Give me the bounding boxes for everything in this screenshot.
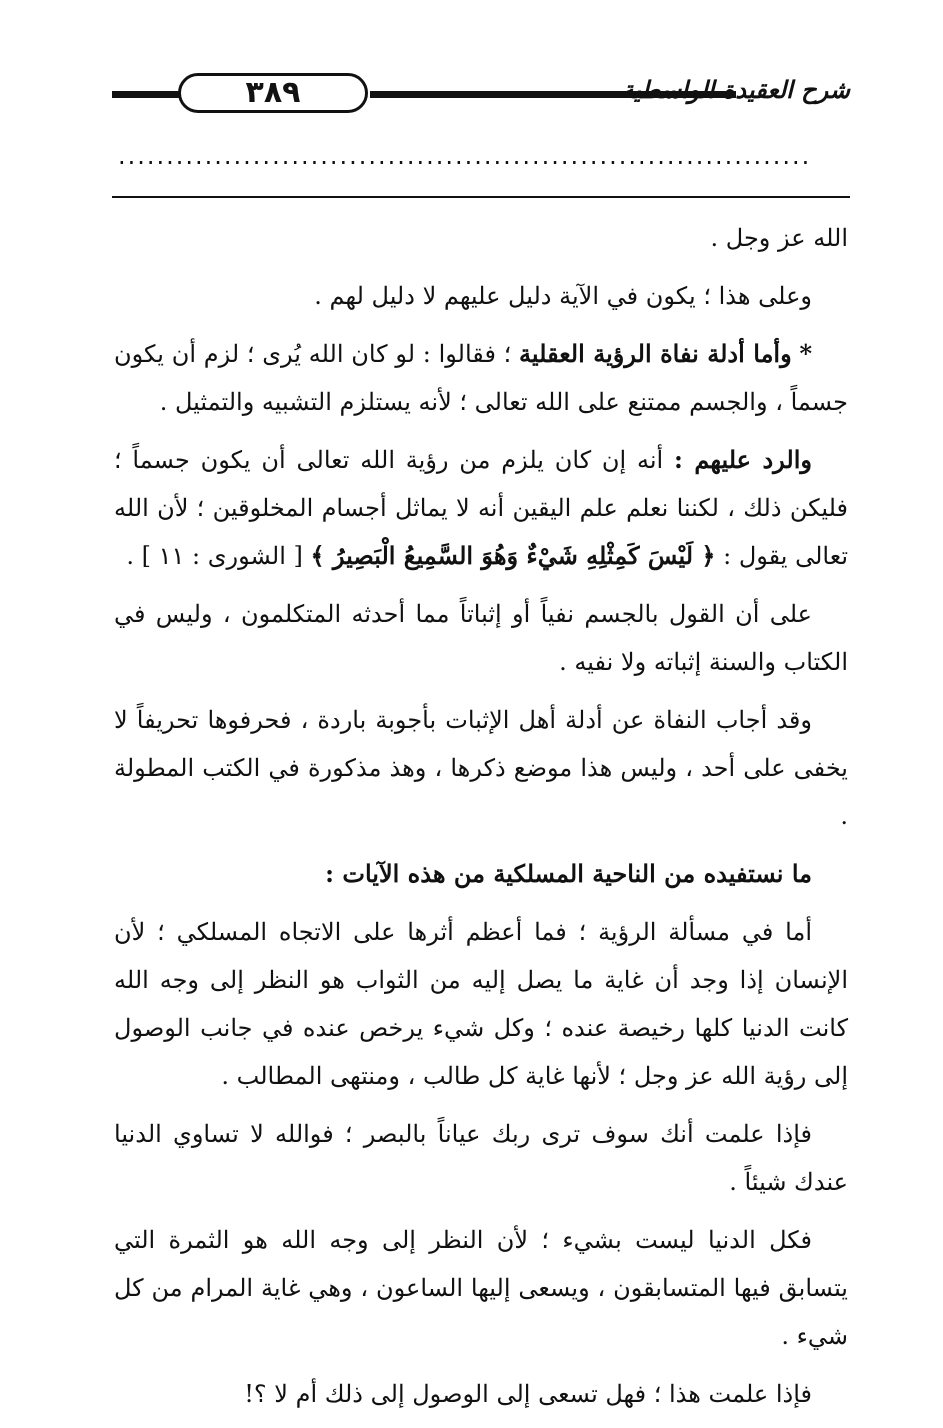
paragraph-text: ؛ فقالوا : لو كان الله يُرى ؛ لزم أن يكون جسماً ، والجسم ممتنع على الله تعالى ؛ لأنه يستلزم التشبيه والتمثيل . (114, 340, 848, 416)
header-separator (112, 196, 850, 198)
paragraph-6 (114, 696, 848, 840)
paragraph-text: أما في مسألة الرؤية ؛ فما أعظم أثرها على الاتجاه المسلكي ؛ لأن الإنسان إذا وجد أن غاية ما يصل إليه من الثواب هو النظر إلى وجه الله كانت الدنيا كلها رخيصة عنده ؛ وكل شيء يرخص عنده في جانب الوصول إلى رؤية الله عز وجل ؛ لأنها غاية كل طالب ، ومنتهى المطالب . (114, 918, 848, 1090)
paragraph-text: فإذا علمت أنك سوف ترى ربك عياناً بالبصر ؛ فوالله لا تساوي الدنيا عندك شيئاً . (114, 1120, 848, 1196)
running-header (112, 70, 850, 120)
section-heading-text: ما نستفيده من الناحية المسلكية من هذه الآيات : (325, 859, 812, 888)
paragraph-4 (114, 436, 848, 580)
page-body (114, 214, 848, 1428)
section-marker: * (799, 339, 812, 368)
paragraph-9 (114, 1216, 848, 1360)
paragraph-text: فكل الدنيا ليست بشيء ؛ لأن النظر إلى وجه الله هو الثمرة التي يتسابق فيها المتسابقون ، ويسعى إليها الساعون ، وهي غاية المرام من كل شيء . (114, 1226, 848, 1350)
paragraph-1 (114, 214, 848, 262)
paragraph-text: وقد أجاب النفاة عن أدلة أهل الإثبات بأجوبة باردة ، فحرفوها تحريفاً لا يخفى على أحد ، وليس هذا موضع ذكرها ، وهذ مذكورة في الكتب المطولة . (114, 706, 848, 830)
paragraph-text: وعلى هذا ؛ يكون في الآية دليل عليهم لا دليل لهم . (314, 282, 812, 310)
paragraph-heading: والرد عليهم : (674, 445, 812, 474)
paragraph-text: فإذا علمت هذا ؛ فهل تسعى إلى الوصول إلى ذلك أم لا ؟! (244, 1380, 812, 1408)
paragraph-7 (114, 908, 848, 1100)
paragraph-text: على أن القول بالجسم نفياً أو إثباتاً مما أحدثه المتكلمون ، وليس في الكتاب والسنة إثباته ولا نفيه . (114, 600, 848, 676)
paragraph-3 (114, 330, 848, 426)
paragraph-2 (114, 272, 848, 320)
verse-reference: [ الشورى : ١١ ] . (126, 542, 303, 570)
paragraph-5 (114, 590, 848, 686)
paragraph-text: أنه إن كان يلزم من رؤية الله تعالى أن يكون جسماً ؛ فليكن ذلك ، لكننا نعلم علم اليقين أنه لا يماثل أجسام المخلوقين ؛ لأن الله تعالى يقول : (114, 446, 848, 570)
book-title: شرح العقيدة الواسطية (621, 76, 850, 104)
header-rule-left (112, 91, 184, 98)
paragraph-8 (114, 1110, 848, 1206)
quran-verse: ﴿ لَيْسَ كَمِثْلِهِ شَيْءٌ وَهُوَ السَّمِيعُ الْبَصِيرُ ﴾ (310, 541, 716, 570)
paragraph-heading: وأما أدلة نفاة الرؤية العقلية (519, 339, 792, 368)
paragraph-10 (114, 1370, 848, 1418)
section-heading (114, 850, 848, 898)
page-number: ٣٨٩ (178, 73, 368, 113)
dotted-separator: ........................................................................ (118, 144, 812, 168)
paragraph-text: الله عز وجل . (710, 224, 848, 252)
